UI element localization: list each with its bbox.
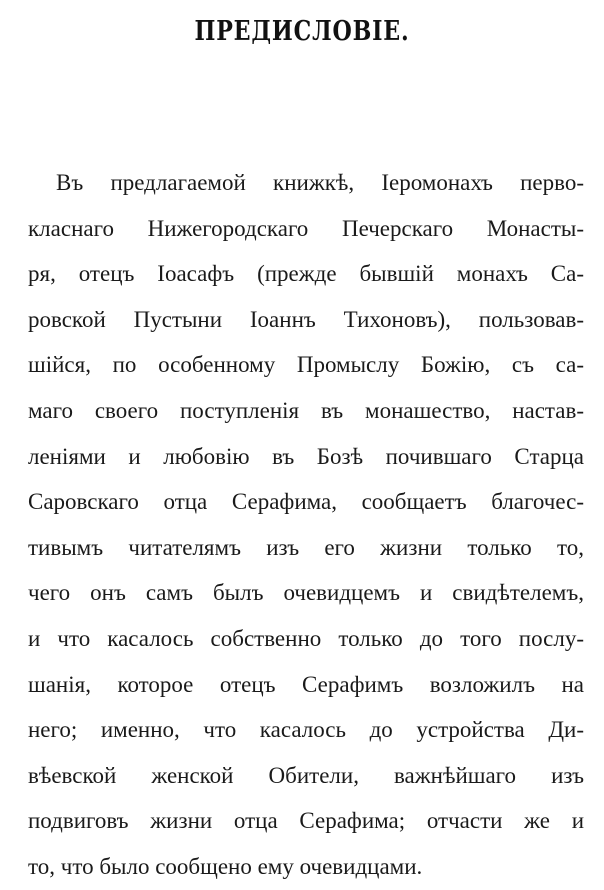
preface-paragraph: [28, 160, 584, 890]
text-line: ря, отецъ Іоасафъ (прежде бывшій монахъ Са-: [28, 261, 584, 287]
text-line: Саровскаго отца Серафима, сообщаетъ благочес-: [28, 489, 584, 515]
text-line: шійся, по особенному Промыслу Божію, съ са-: [28, 352, 584, 378]
text-line: маго своего поступленія въ монашество, настав-: [28, 397, 584, 423]
text-line: то, что было сообщено ему очевидцами.: [28, 853, 423, 879]
page-title: ПРЕДИСЛОВІЕ.: [194, 16, 410, 47]
text-line: ровской Пустыни Іоаннъ Тихоновъ), пользовав-: [28, 306, 584, 332]
text-line: леніями и любовію въ Бозѣ почившаго Старца: [28, 443, 584, 469]
text-line: тивымъ читателямъ изъ его жизни только то,: [28, 534, 584, 560]
text-line: класнаго Нижегородскаго Печерскаго Монасты-: [28, 215, 584, 241]
text-line: Въ предлагаемой книжкѣ, Іеромонахъ перво-: [56, 170, 584, 195]
text-line: шанія, которое отецъ Серафимъ возложилъ на: [28, 671, 584, 697]
text-line: вѣевской женской Обители, важнѣйшаго изъ: [28, 762, 584, 788]
text-line: чего онъ самъ былъ очевидцемъ и свидѣтелемъ,: [28, 580, 584, 606]
text-line: подвиговъ жизни отца Серафима; отчасти же и: [28, 808, 584, 834]
text-line: и что касалось собственно только до того послу-: [28, 625, 584, 651]
text-line: него; именно, что касалось до устройства Ди-: [28, 717, 584, 743]
